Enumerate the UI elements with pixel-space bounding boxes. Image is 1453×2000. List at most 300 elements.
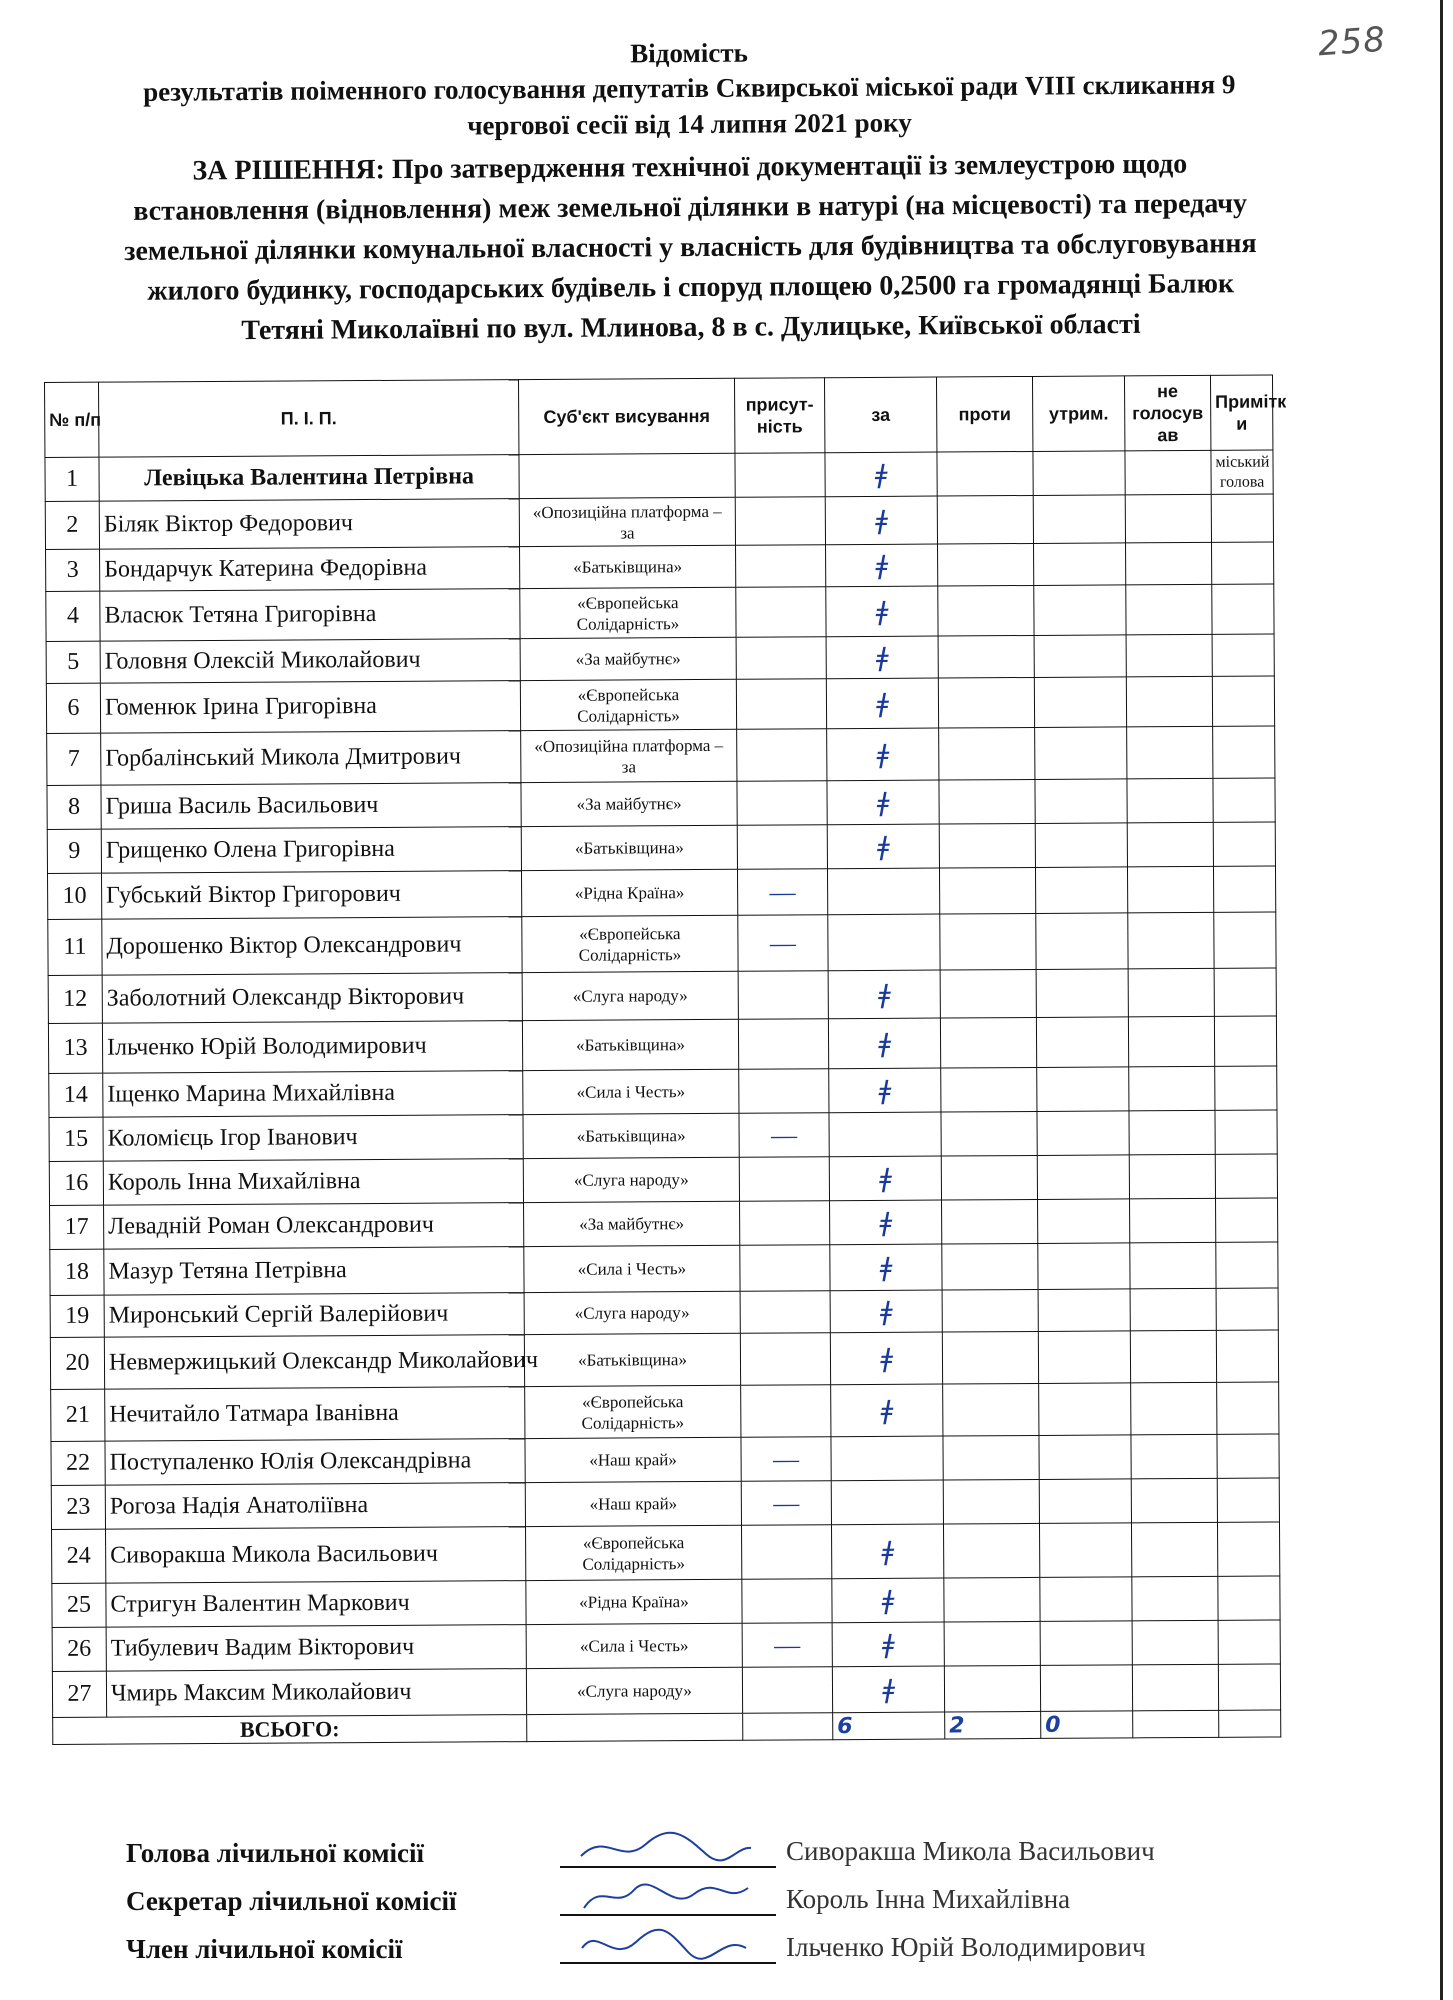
vote-against-cell: [942, 1331, 1038, 1384]
table-row: [51, 1478, 1279, 1530]
abstain-cell: [1035, 727, 1127, 780]
not-voted-cell: [1131, 1382, 1217, 1435]
nominating-party: «Батьківщина»: [523, 1113, 739, 1158]
row-number: 17: [50, 1205, 104, 1249]
row-number: 13: [48, 1023, 102, 1073]
table-row: [52, 1522, 1280, 1584]
row-number: 8: [47, 785, 101, 829]
vote-for-signature: ǂ: [832, 1666, 944, 1713]
table-row: [50, 1330, 1278, 1390]
abstain-cell: [1040, 1577, 1132, 1622]
member-name: Чмирь Максим Миколайович: [106, 1669, 526, 1718]
note-cell: [1212, 584, 1274, 634]
abstain-cell: [1037, 1111, 1129, 1156]
total-label: ВСЬОГО:: [53, 1715, 527, 1745]
nominating-party: «Батьківщина»: [524, 1333, 740, 1386]
vote-against-cell: [944, 1621, 1040, 1666]
abstain-cell: [1040, 1665, 1132, 1712]
abstain-cell: [1038, 1331, 1130, 1384]
total-present-value: 6: [833, 1712, 945, 1740]
row-number: 7: [47, 733, 101, 785]
head-role-label: Голова лічильної комісії: [126, 1838, 424, 1868]
member-name: Ільченко Юрій Володимирович: [102, 1021, 522, 1074]
vote-for-signature: ǂ: [829, 1156, 941, 1201]
presence-mark: [740, 1333, 830, 1386]
presence-mark: [738, 1019, 828, 1070]
note-cell: [1218, 1620, 1280, 1664]
vote-for-signature: ǂ: [832, 1622, 944, 1667]
vote-for-signature: ǂ: [831, 1524, 943, 1579]
head-of-commission-row: [126, 1832, 1226, 1880]
abstain-cell: [1035, 823, 1127, 868]
nominating-party: «Слуга народу»: [522, 971, 738, 1020]
member-role-label: Член лічильної комісії: [126, 1934, 403, 1964]
secretary-row: [126, 1880, 1226, 1928]
table-row: [45, 450, 1273, 502]
note-cell: [1212, 542, 1274, 584]
member-name: Грищенко Олена Григорівна: [101, 827, 521, 874]
presence-mark: [737, 729, 827, 782]
row-number: 4: [46, 591, 100, 641]
not-voted-cell: [1128, 1016, 1214, 1067]
decision-line-3: земельної ділянки комунальної власності у власність для будівництва та обслуговування: [124, 228, 1257, 267]
nominating-party: «Наш край»: [525, 1437, 741, 1482]
note-cell: [1213, 726, 1275, 778]
member-name: Головня Олексій Миколайович: [100, 639, 520, 684]
presence-mark: —: [739, 1113, 829, 1158]
vote-for-signature: ǂ: [826, 586, 938, 637]
table-row: [50, 1288, 1278, 1338]
vote-against-cell: [941, 1111, 1037, 1156]
row-number: 1: [45, 457, 99, 501]
member-name: Левадній Роман Олександрович: [104, 1203, 524, 1250]
nominating-party: «Батьківщина»: [521, 825, 737, 870]
member-name: Власюк Тетяна Григорівна: [100, 589, 520, 642]
vote-for-signature: [828, 914, 940, 971]
nominating-party: [519, 453, 735, 498]
vote-against-cell: [943, 1523, 1039, 1578]
decision-line-5: Тетяні Миколаївні по вул. Млинова, 8 в с. Дулицьке, Київської області: [241, 308, 1141, 347]
nominating-party: «Європейська Солідарність»: [520, 679, 736, 730]
note-cell: [1215, 1110, 1277, 1154]
presence-mark: [739, 1069, 829, 1114]
total-not-voted-cell: [1133, 1710, 1219, 1738]
vote-for-signature: ǂ: [826, 544, 938, 587]
nominating-party: «Сила і Честь»: [523, 1069, 739, 1114]
table-row: [46, 676, 1274, 734]
member-name: Губський Віктор Григорович: [102, 871, 522, 920]
member-name: Миронський Сергій Валерійович: [104, 1293, 524, 1338]
vote-against-cell: [937, 495, 1033, 544]
presence-mark: [737, 781, 827, 826]
vote-for-signature: ǂ: [828, 970, 940, 1019]
table-row: [51, 1434, 1279, 1486]
not-voted-cell: [1126, 584, 1212, 635]
nominating-party: «Опозиційна платформа – за: [521, 729, 737, 782]
vote-against-cell: [940, 1017, 1036, 1068]
row-number: 19: [50, 1295, 104, 1337]
document-header: [39, 31, 1341, 352]
vote-against-cell: [939, 867, 1035, 914]
decision-line-1: ЗА РІШЕННЯ: Про затвердження технічної документації із землеустрою щодо: [192, 148, 1188, 187]
vote-against-cell: [940, 969, 1036, 1018]
voting-table: [44, 374, 1287, 1744]
not-voted-cell: [1125, 494, 1211, 543]
vote-for-signature: ǂ: [830, 1332, 942, 1385]
presence-mark: [740, 1245, 830, 1292]
table-row: [49, 1066, 1277, 1118]
nominating-party: «Слуга народу»: [523, 1157, 739, 1202]
not-voted-cell: [1132, 1620, 1218, 1665]
abstain-cell: [1039, 1435, 1131, 1480]
vote-for-signature: ǂ: [830, 1200, 942, 1245]
note-cell: [1214, 968, 1276, 1016]
presence-mark: [736, 679, 826, 730]
not-voted-cell: [1129, 1110, 1215, 1155]
secretary-name: Король Інна Михайлівна: [786, 1884, 1071, 1914]
voting-table-wrapper: [44, 374, 1287, 1744]
vote-against-cell: [938, 635, 1034, 678]
handwritten-signature-mark: [576, 1826, 756, 1872]
member-name: Нечитайло Татмара Іванівна: [105, 1387, 525, 1442]
nominating-party: «Наш край»: [525, 1481, 741, 1526]
vote-against-cell: [944, 1665, 1040, 1712]
note-cell: [1214, 912, 1276, 968]
note-cell: [1218, 1664, 1280, 1710]
not-voted-cell: [1132, 1664, 1218, 1711]
not-voted-cell: [1126, 676, 1212, 727]
note-cell: [1216, 1330, 1278, 1382]
note-cell: [1213, 778, 1275, 822]
presence-mark: [741, 1525, 831, 1580]
member-name: Гоменюк Ірина Григорівна: [100, 681, 520, 734]
nominating-party: «Рідна Країна»: [521, 869, 737, 916]
vote-against-cell: [938, 543, 1034, 586]
table-row: [46, 584, 1274, 642]
table-row: [48, 912, 1276, 976]
not-voted-cell: [1127, 866, 1213, 913]
vote-for-signature: [829, 1112, 941, 1157]
not-voted-cell: [1128, 912, 1214, 969]
presence-mark: [738, 971, 828, 1020]
member-name: Тибулевич Вадим Вікторович: [106, 1625, 526, 1672]
vote-against-cell: [941, 1067, 1037, 1112]
member-row: [126, 1928, 1226, 1976]
table-row: [52, 1576, 1280, 1628]
abstain-cell: [1039, 1383, 1131, 1436]
member-name: Ільченко Юрій Володимирович: [786, 1932, 1146, 1962]
nominating-party: «Батьківщина»: [520, 545, 736, 588]
vote-for-signature: ǂ: [826, 678, 938, 729]
note-cell: міський голова: [1211, 450, 1273, 494]
decision-line-4: жилого будинку, господарських будівель і споруд площею 0,2500 га громадянці Балюк: [147, 268, 1235, 307]
col-header-proty: проти: [936, 376, 1032, 452]
note-cell: [1217, 1382, 1279, 1434]
presence-mark: [735, 497, 825, 546]
vote-for-signature: ǂ: [827, 824, 939, 869]
member-name: Король Інна Михайлівна: [103, 1159, 523, 1206]
not-voted-cell: [1126, 634, 1212, 677]
vote-for-signature: ǂ: [825, 452, 937, 497]
vote-for-signature: ǂ: [829, 1068, 941, 1113]
table-row: [47, 822, 1275, 874]
table-row: [47, 778, 1275, 830]
table-row: [52, 1664, 1280, 1718]
vote-against-cell: [938, 677, 1034, 728]
table-row: [50, 1242, 1278, 1296]
nominating-party: «Європейська Солідарність»: [526, 1525, 742, 1580]
presence-mark: —: [741, 1437, 831, 1482]
member-name: Невмержицький Олександр Миколайович: [104, 1335, 524, 1390]
member-name: Левіцька Валентина Петрівна: [99, 455, 519, 502]
vote-against-cell: [939, 823, 1035, 868]
nominating-party: «За майбутнє»: [520, 637, 736, 680]
table-header-row: [45, 375, 1273, 458]
vote-against-cell: [942, 1243, 1038, 1290]
vote-against-cell: [943, 1479, 1039, 1524]
decision-text: [40, 143, 1341, 352]
presence-mark: —: [742, 1623, 832, 1668]
abstain-cell: [1035, 867, 1127, 914]
vote-against-cell: [939, 779, 1035, 824]
member-name: Стригун Валентин Маркович: [106, 1581, 526, 1628]
head-name: Сиворакша Микола Васильович: [786, 1836, 1155, 1866]
vote-for-signature: ǂ: [828, 1018, 940, 1069]
presence-mark: [740, 1291, 830, 1334]
note-cell: [1213, 866, 1275, 912]
document-subtitle-line1: результатів поіменного голосування депутатів Сквирської міської ради VIII скликання 9: [143, 69, 1236, 107]
nominating-party: «Європейська Солідарність»: [525, 1385, 741, 1438]
not-voted-cell: [1126, 542, 1212, 585]
nominating-party: «Слуга народу»: [524, 1291, 740, 1334]
vote-against-cell: [937, 451, 1033, 496]
vote-for-signature: [831, 1480, 943, 1525]
voting-table-body: [45, 450, 1281, 1744]
not-voted-cell: [1130, 1288, 1216, 1331]
nominating-party: «За майбутнє»: [524, 1201, 740, 1246]
note-cell: [1215, 1066, 1277, 1110]
member-name: Поступаленко Юлія Олександрівна: [105, 1439, 525, 1486]
member-name: Мазур Тетяна Петрівна: [104, 1247, 524, 1296]
handwritten-signature-mark: [576, 1922, 756, 1968]
nominating-party: «Сила і Честь»: [524, 1245, 740, 1292]
abstain-cell: [1038, 1289, 1130, 1332]
note-cell: [1211, 494, 1273, 542]
not-voted-cell: [1130, 1330, 1216, 1383]
total-notes-cell: [1219, 1710, 1281, 1737]
vote-against-cell: [943, 1383, 1039, 1436]
table-row: [46, 634, 1274, 684]
col-header-notes: Примітк и: [1210, 375, 1272, 450]
vote-for-signature: [831, 1436, 943, 1481]
row-number: 26: [52, 1627, 106, 1671]
col-header-name: П. І. П.: [99, 380, 519, 458]
presence-mark: [736, 587, 826, 638]
row-number: 25: [52, 1583, 106, 1627]
abstain-cell: [1036, 1017, 1128, 1068]
abstain-cell: [1037, 1155, 1129, 1200]
abstain-cell: [1036, 913, 1128, 970]
member-name: Сиворакша Микола Васильович: [106, 1527, 526, 1584]
vote-against-cell: [943, 1435, 1039, 1480]
abstain-cell: [1034, 585, 1126, 636]
presence-mark: [742, 1579, 832, 1624]
abstain-cell: [1035, 779, 1127, 824]
nominating-party: «Опозиційна платформа – за: [519, 497, 735, 546]
vote-for-signature: ǂ: [825, 496, 937, 545]
vote-for-signature: ǂ: [832, 1578, 944, 1623]
total-party-cell: [527, 1713, 743, 1741]
col-header-party: Суб'єкт висування: [518, 378, 734, 454]
row-number: 11: [48, 919, 102, 975]
not-voted-cell: [1131, 1478, 1217, 1523]
table-row: [45, 494, 1273, 550]
abstain-cell: [1038, 1199, 1130, 1244]
note-cell: [1216, 1242, 1278, 1288]
nominating-party: «Європейська Солідарність»: [520, 587, 736, 638]
document-subtitle-line2: чергової сесії від 14 липня 2021 року: [467, 107, 912, 141]
abstain-cell: [1040, 1621, 1132, 1666]
not-voted-cell: [1130, 1198, 1216, 1243]
presence-mark: [739, 1157, 829, 1202]
row-number: 14: [49, 1073, 103, 1117]
table-row: [49, 1154, 1277, 1206]
not-voted-cell: [1131, 1434, 1217, 1479]
note-cell: [1217, 1478, 1279, 1522]
vote-for-signature: [827, 868, 939, 915]
handwritten-signature-mark: [576, 1874, 756, 1920]
presence-mark: [735, 453, 825, 498]
member-name: Бондарчук Катерина Федорівна: [100, 547, 520, 592]
decision-line-2: встановлення (відновлення) меж земельної ділянки в натурі (на місцевості) та передачу: [133, 188, 1248, 227]
abstain-cell: [1038, 1243, 1130, 1290]
presence-mark: —: [737, 869, 827, 916]
note-cell: [1215, 1154, 1277, 1198]
vote-against-cell: [940, 913, 1036, 970]
nominating-party: «Сила і Честь»: [526, 1623, 742, 1668]
secretary-role-label: Секретар лічильної комісії: [126, 1886, 457, 1916]
col-header-not-voted: не голосув ав: [1124, 375, 1210, 451]
table-row: [46, 542, 1274, 592]
presence-mark: [737, 825, 827, 870]
note-cell: [1217, 1522, 1279, 1576]
table-row: [48, 866, 1276, 920]
not-voted-cell: [1129, 1066, 1215, 1111]
table-row: [50, 1198, 1278, 1250]
row-number: 24: [52, 1529, 106, 1583]
abstain-cell: [1034, 677, 1126, 728]
presence-mark: —: [741, 1481, 831, 1526]
row-number: 9: [47, 829, 101, 873]
member-name: Іщенко Марина Михайлівна: [103, 1071, 523, 1118]
note-cell: [1214, 1016, 1276, 1066]
note-cell: [1217, 1434, 1279, 1478]
row-number: 3: [46, 549, 100, 591]
row-number: 10: [48, 873, 102, 919]
not-voted-cell: [1132, 1576, 1218, 1621]
nominating-party: «Слуга народу»: [526, 1667, 742, 1714]
vote-against-cell: [938, 585, 1034, 636]
not-voted-cell: [1129, 1154, 1215, 1199]
table-row: [51, 1382, 1279, 1442]
table-row: [47, 726, 1275, 786]
vote-for-signature: ǂ: [831, 1384, 943, 1437]
col-header-number: № п/п: [45, 382, 99, 457]
note-cell: [1212, 634, 1274, 676]
not-voted-cell: [1127, 822, 1213, 867]
table-row: [48, 968, 1276, 1024]
vote-against-cell: [942, 1289, 1038, 1332]
row-number: 15: [49, 1117, 103, 1161]
vote-for-signature: ǂ: [830, 1244, 942, 1291]
vote-against-cell: [939, 727, 1035, 780]
note-cell: [1212, 676, 1274, 726]
total-proty-value: 0: [1041, 1711, 1133, 1739]
member-name: Біляк Віктор Федорович: [99, 499, 519, 550]
table-row: [49, 1110, 1277, 1162]
not-voted-cell: [1128, 968, 1214, 1017]
note-cell: [1218, 1576, 1280, 1620]
member-name: Дорошенко Віктор Олександрович: [102, 917, 522, 976]
abstain-cell: [1037, 1067, 1129, 1112]
not-voted-cell: [1130, 1242, 1216, 1289]
presence-mark: [740, 1201, 830, 1246]
row-number: 12: [48, 975, 102, 1023]
note-cell: [1216, 1288, 1278, 1330]
row-number: 27: [52, 1671, 106, 1717]
note-cell: [1213, 822, 1275, 866]
nominating-party: «Рідна Країна»: [526, 1579, 742, 1624]
row-number: 6: [46, 683, 100, 733]
col-header-present: присут-ність: [734, 378, 824, 454]
row-number: 2: [45, 501, 99, 549]
abstain-cell: [1039, 1479, 1131, 1524]
not-voted-cell: [1127, 778, 1213, 823]
vote-for-signature: ǂ: [827, 780, 939, 825]
not-voted-cell: [1131, 1522, 1217, 1577]
vote-against-cell: [944, 1577, 1040, 1622]
col-header-za: за: [824, 377, 936, 453]
member-name: Горбалінський Микола Дмитрович: [101, 731, 521, 786]
member-name: Заболотний Олександр Вікторович: [102, 973, 522, 1024]
col-header-utrym: утрим.: [1032, 376, 1124, 452]
document-title: Відомість: [630, 37, 748, 69]
row-number: 18: [50, 1249, 104, 1295]
member-name: Гриша Василь Васильович: [101, 783, 521, 830]
abstain-cell: [1036, 969, 1128, 1018]
row-number: 21: [51, 1389, 105, 1441]
abstain-cell: [1034, 635, 1126, 678]
member-name: Рогоза Надія Анатоліївна: [105, 1483, 525, 1530]
presence-mark: [742, 1667, 832, 1714]
presence-mark: [736, 637, 826, 680]
table-row: [48, 1016, 1276, 1074]
not-voted-cell: [1127, 726, 1213, 779]
abstain-cell: [1033, 451, 1125, 496]
table-row: [52, 1620, 1280, 1672]
presence-mark: [741, 1385, 831, 1438]
vote-for-signature: ǂ: [827, 728, 939, 781]
row-number: 5: [46, 641, 100, 683]
total-za-value: 2: [945, 1711, 1041, 1739]
abstain-cell: [1034, 543, 1126, 586]
abstain-cell: [1039, 1523, 1131, 1578]
not-voted-cell: [1125, 450, 1211, 495]
vote-for-signature: ǂ: [826, 636, 938, 679]
vote-for-signature: ǂ: [830, 1290, 942, 1333]
nominating-party: «За майбутнє»: [521, 781, 737, 826]
presence-mark: [736, 545, 826, 588]
